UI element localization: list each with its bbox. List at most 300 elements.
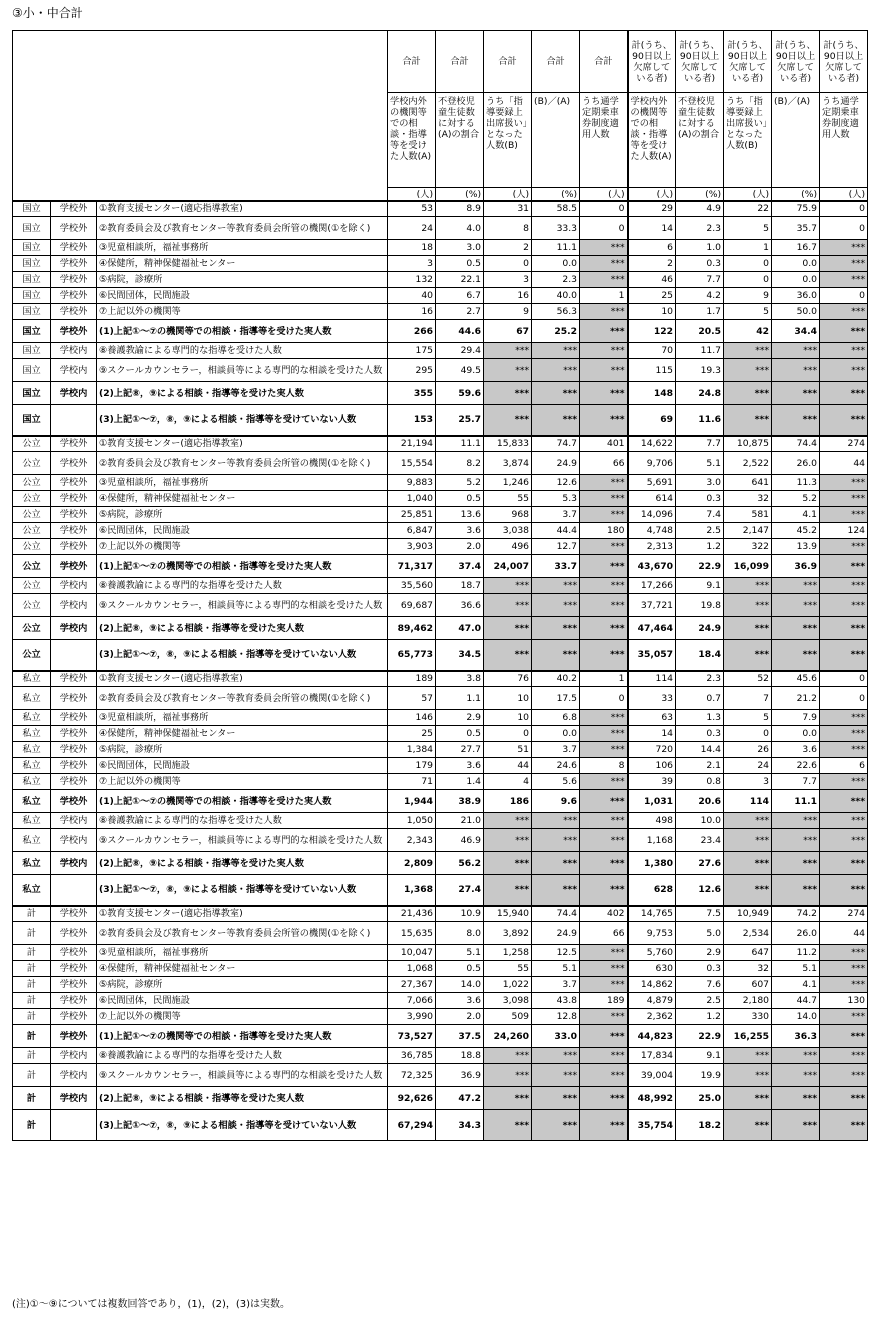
value-cell: 5.2 [772, 491, 820, 507]
value-cell: *** [580, 491, 628, 507]
value-cell: 5.1 [676, 452, 724, 475]
value-cell: 2.9 [436, 710, 484, 726]
value-cell: *** [580, 475, 628, 491]
value-cell: 20.6 [676, 790, 724, 813]
location-category-cell [51, 1110, 97, 1141]
location-category-cell: 学校外 [51, 475, 97, 491]
value-cell: *** [580, 555, 628, 578]
row-label-cell: (1)上記①～⑦の機関等での相談・指導等を受けた実人数 [97, 790, 388, 813]
value-cell: 74.7 [532, 436, 580, 452]
value-cell: *** [724, 578, 772, 594]
value-cell: 24.9 [676, 617, 724, 640]
footnote: (注)①～⑨については複数回答であり，(1)，(2)，(3)は実数。 [12, 1299, 291, 1310]
value-cell: *** [820, 945, 868, 961]
header-unit-cell: (%) [772, 188, 820, 201]
school-type-cell: 計 [13, 1087, 51, 1110]
row-label-cell: ②教育委員会及び教育センター等教育委員会所管の機関(①を除く) [97, 217, 388, 240]
row-label-cell: (1)上記①～⑦の機関等での相談・指導等を受けた実人数 [97, 320, 388, 343]
row-label-cell: ⑤病院，診療所 [97, 977, 388, 993]
header-sub-cell: 不登校児童生徒数に対する(A)の割合 [676, 93, 724, 188]
value-cell: *** [724, 640, 772, 671]
school-type-cell: 私立 [13, 774, 51, 790]
value-cell: *** [820, 726, 868, 742]
value-cell: 17,834 [628, 1048, 676, 1064]
value-cell: 3,874 [484, 452, 532, 475]
value-cell: 40.2 [532, 671, 580, 687]
value-cell: *** [820, 507, 868, 523]
table-row [13, 671, 868, 687]
value-cell: *** [820, 1025, 868, 1048]
school-type-cell: 私立 [13, 829, 51, 852]
value-cell: 22.9 [676, 555, 724, 578]
value-cell: *** [580, 829, 628, 852]
value-cell: *** [772, 578, 820, 594]
value-cell: *** [820, 977, 868, 993]
value-cell: 1.0 [676, 240, 724, 256]
value-cell: *** [820, 272, 868, 288]
table-title: ③小・中合計 [12, 6, 83, 20]
value-cell: 8 [484, 217, 532, 240]
value-cell: 14.0 [436, 977, 484, 993]
value-cell: *** [772, 1087, 820, 1110]
row-label-cell: ①教育支援センター(適応指導教室) [97, 201, 388, 217]
table-row [13, 594, 868, 617]
value-cell: 55 [484, 491, 532, 507]
value-cell: 2.3 [532, 272, 580, 288]
value-cell: *** [820, 594, 868, 617]
value-cell: *** [772, 875, 820, 906]
value-cell: 0.3 [676, 491, 724, 507]
value-cell: 18.7 [436, 578, 484, 594]
school-type-cell: 国立 [13, 343, 51, 359]
table-row [13, 790, 868, 813]
value-cell: 641 [724, 475, 772, 491]
value-cell: 274 [820, 906, 868, 922]
value-cell: 3 [724, 774, 772, 790]
row-label-cell: ③児童相談所，福祉事務所 [97, 475, 388, 491]
value-cell: 22.1 [436, 272, 484, 288]
header-sub-cell: うち通学定期乗車券制度適用人数 [820, 93, 868, 188]
value-cell: 153 [388, 405, 436, 436]
value-cell: 0 [724, 726, 772, 742]
value-cell: 16 [484, 288, 532, 304]
value-cell: 1,384 [388, 742, 436, 758]
value-cell: 33.3 [532, 217, 580, 240]
location-category-cell: 学校外 [51, 288, 97, 304]
value-cell: 10,875 [724, 436, 772, 452]
value-cell: 1,022 [484, 977, 532, 993]
value-cell: 6 [628, 240, 676, 256]
value-cell: 330 [724, 1009, 772, 1025]
value-cell: 11.1 [532, 240, 580, 256]
value-cell: 67 [484, 320, 532, 343]
value-cell: 647 [724, 945, 772, 961]
value-cell: 11.2 [772, 945, 820, 961]
value-cell: *** [820, 961, 868, 977]
value-cell: *** [532, 640, 580, 671]
value-cell: 5.1 [532, 961, 580, 977]
value-cell: 10 [484, 710, 532, 726]
value-cell: 0 [484, 256, 532, 272]
value-cell: 29.4 [436, 343, 484, 359]
value-cell: *** [772, 617, 820, 640]
value-cell: 4.1 [772, 507, 820, 523]
table-row [13, 240, 868, 256]
row-label-cell: (3)上記①～⑦，⑧，⑨による相談・指導等を受けていない人数 [97, 875, 388, 906]
value-cell: *** [820, 640, 868, 671]
value-cell: 14 [628, 217, 676, 240]
value-cell: 89,462 [388, 617, 436, 640]
value-cell: 27.6 [676, 852, 724, 875]
row-label-cell: ①教育支援センター(適応指導教室) [97, 671, 388, 687]
school-type-cell: 私立 [13, 790, 51, 813]
row-label-cell: ③児童相談所，福祉事務所 [97, 710, 388, 726]
value-cell: *** [580, 405, 628, 436]
value-cell: *** [532, 1048, 580, 1064]
value-cell: 34.3 [436, 1110, 484, 1141]
value-cell: 14,096 [628, 507, 676, 523]
table-row [13, 829, 868, 852]
value-cell: 7.4 [676, 507, 724, 523]
data-table [12, 30, 868, 1141]
value-cell: 0 [580, 217, 628, 240]
value-cell: 1 [724, 240, 772, 256]
value-cell: 36.9 [436, 1064, 484, 1087]
value-cell: *** [580, 774, 628, 790]
value-cell: 67,294 [388, 1110, 436, 1141]
school-type-cell: 公立 [13, 436, 51, 452]
header-top-cell: 合計 [532, 31, 580, 93]
header-top-cell: 合計 [388, 31, 436, 93]
value-cell: 0.0 [772, 272, 820, 288]
value-cell: 45.2 [772, 523, 820, 539]
row-label-cell: ⑦上記以外の機関等 [97, 539, 388, 555]
value-cell: 70 [628, 343, 676, 359]
header-sub-cell: うち通学定期乗車券制度適用人数 [580, 93, 628, 188]
value-cell: 3.7 [532, 977, 580, 993]
table-row [13, 1025, 868, 1048]
value-cell: 16,099 [724, 555, 772, 578]
school-type-cell: 国立 [13, 304, 51, 320]
location-category-cell [51, 640, 97, 671]
value-cell: *** [532, 359, 580, 382]
location-category-cell: 学校外 [51, 993, 97, 1009]
value-cell: 25 [388, 726, 436, 742]
value-cell: 1.3 [676, 710, 724, 726]
location-category-cell: 学校外 [51, 491, 97, 507]
value-cell: *** [532, 1064, 580, 1087]
table-row [13, 201, 868, 217]
school-type-cell: 計 [13, 961, 51, 977]
header-unit-cell: (%) [676, 188, 724, 201]
value-cell: 3,990 [388, 1009, 436, 1025]
value-cell: 295 [388, 359, 436, 382]
table-row [13, 256, 868, 272]
value-cell: *** [484, 1048, 532, 1064]
value-cell: *** [580, 1110, 628, 1141]
row-label-cell: (1)上記①～⑦の機関等での相談・指導等を受けた実人数 [97, 555, 388, 578]
row-label-cell: ③児童相談所，福祉事務所 [97, 240, 388, 256]
value-cell: 114 [628, 671, 676, 687]
header-unit-cell: (人) [580, 188, 628, 201]
value-cell: 9.1 [676, 578, 724, 594]
value-cell: 266 [388, 320, 436, 343]
value-cell: 1,258 [484, 945, 532, 961]
value-cell: 0 [820, 671, 868, 687]
value-cell: 1 [580, 671, 628, 687]
table-row [13, 640, 868, 671]
value-cell: 0 [724, 272, 772, 288]
value-cell: 25,851 [388, 507, 436, 523]
value-cell: *** [580, 240, 628, 256]
location-category-cell: 学校外 [51, 320, 97, 343]
location-category-cell: 学校外 [51, 774, 97, 790]
location-category-cell: 学校内 [51, 852, 97, 875]
value-cell: 76 [484, 671, 532, 687]
value-cell: *** [724, 594, 772, 617]
table-row [13, 288, 868, 304]
value-cell: 14.0 [772, 1009, 820, 1025]
value-cell: 3.0 [676, 475, 724, 491]
value-cell: 1.2 [676, 539, 724, 555]
value-cell: *** [580, 790, 628, 813]
value-cell: *** [532, 813, 580, 829]
value-cell: 0 [820, 288, 868, 304]
value-cell: 496 [484, 539, 532, 555]
value-cell: 52 [724, 671, 772, 687]
table-row [13, 555, 868, 578]
value-cell: 29 [628, 201, 676, 217]
school-type-cell: 公立 [13, 617, 51, 640]
location-category-cell: 学校外 [51, 790, 97, 813]
value-cell: 4 [484, 774, 532, 790]
row-label-cell: ④保健所，精神保健福祉センター [97, 961, 388, 977]
value-cell: 12.6 [676, 875, 724, 906]
value-cell: 43,670 [628, 555, 676, 578]
value-cell: 16,255 [724, 1025, 772, 1048]
school-type-cell: 国立 [13, 217, 51, 240]
value-cell: *** [580, 710, 628, 726]
row-label-cell: (2)上記⑧，⑨による相談・指導等を受けた実人数 [97, 852, 388, 875]
table-row [13, 977, 868, 993]
table-row [13, 382, 868, 405]
value-cell: 1,050 [388, 813, 436, 829]
value-cell: *** [820, 1048, 868, 1064]
table-row [13, 217, 868, 240]
school-type-cell: 国立 [13, 288, 51, 304]
value-cell: 14,765 [628, 906, 676, 922]
value-cell: *** [820, 539, 868, 555]
value-cell: *** [772, 829, 820, 852]
value-cell: 16 [388, 304, 436, 320]
value-cell: 26 [724, 742, 772, 758]
value-cell: *** [484, 382, 532, 405]
value-cell: 56.3 [532, 304, 580, 320]
value-cell: 66 [580, 922, 628, 945]
row-label-cell: ②教育委員会及び教育センター等教育委員会所管の機関(①を除く) [97, 452, 388, 475]
value-cell: 14 [628, 726, 676, 742]
value-cell: 3.0 [436, 240, 484, 256]
row-label-cell: (3)上記①～⑦，⑧，⑨による相談・指導等を受けていない人数 [97, 1110, 388, 1141]
value-cell: 44 [484, 758, 532, 774]
row-label-cell: ②教育委員会及び教育センター等教育委員会所管の機関(①を除く) [97, 922, 388, 945]
value-cell: *** [580, 594, 628, 617]
value-cell: *** [820, 710, 868, 726]
table-row [13, 405, 868, 436]
value-cell: 43.8 [532, 993, 580, 1009]
value-cell: *** [484, 1087, 532, 1110]
location-category-cell: 学校外 [51, 539, 97, 555]
value-cell: 3.6 [772, 742, 820, 758]
row-label-cell: ⑧養護教諭による専門的な指導を受けた人数 [97, 578, 388, 594]
value-cell: 21,436 [388, 906, 436, 922]
location-category-cell: 学校内 [51, 382, 97, 405]
value-cell: 33 [628, 687, 676, 710]
row-label-cell: ⑤病院，診療所 [97, 272, 388, 288]
row-label-cell: ⑥民間団体，民間施設 [97, 288, 388, 304]
value-cell: *** [724, 359, 772, 382]
header-top-cell: 計(うち、90日以上欠席している者) [772, 31, 820, 93]
value-cell: 33.0 [532, 1025, 580, 1048]
value-cell: *** [580, 507, 628, 523]
value-cell: 12.8 [532, 1009, 580, 1025]
table-row [13, 774, 868, 790]
value-cell: 5.2 [436, 475, 484, 491]
value-cell: *** [772, 405, 820, 436]
value-cell: 1.2 [676, 1009, 724, 1025]
value-cell: 23.4 [676, 829, 724, 852]
value-cell: 75.9 [772, 201, 820, 217]
value-cell: 63 [628, 710, 676, 726]
value-cell: *** [820, 475, 868, 491]
value-cell: *** [820, 320, 868, 343]
value-cell: 35,754 [628, 1110, 676, 1141]
value-cell: *** [772, 1064, 820, 1087]
value-cell: 3,903 [388, 539, 436, 555]
value-cell: *** [724, 875, 772, 906]
value-cell: 5 [724, 217, 772, 240]
value-cell: 5,691 [628, 475, 676, 491]
header-unit-cell: (%) [532, 188, 580, 201]
value-cell: 15,554 [388, 452, 436, 475]
table-row [13, 343, 868, 359]
row-label-cell: ⑨スクールカウンセラー，相談員等による専門的な相談を受けた人数 [97, 1064, 388, 1087]
value-cell: 69 [628, 405, 676, 436]
header-top-cell: 計(うち、90日以上欠席している者) [724, 31, 772, 93]
value-cell: 7.5 [676, 906, 724, 922]
value-cell: 8.0 [436, 922, 484, 945]
value-cell: 2.5 [676, 993, 724, 1009]
location-category-cell: 学校外 [51, 710, 97, 726]
value-cell: *** [580, 1025, 628, 1048]
value-cell: 46.9 [436, 829, 484, 852]
value-cell: 24.8 [676, 382, 724, 405]
value-cell: 26.0 [772, 452, 820, 475]
header-sub-cell: うち「指導要録上出席扱い」となった人数(B) [724, 93, 772, 188]
value-cell: 3.7 [532, 507, 580, 523]
value-cell: 40 [388, 288, 436, 304]
value-cell: *** [484, 617, 532, 640]
value-cell: 17,266 [628, 578, 676, 594]
value-cell: 114 [724, 790, 772, 813]
value-cell: 0.0 [532, 726, 580, 742]
table-row [13, 436, 868, 452]
header-sub-cell: (B)／(A) [532, 93, 580, 188]
value-cell: 7.7 [676, 272, 724, 288]
table-row [13, 758, 868, 774]
row-label-cell: ⑨スクールカウンセラー，相談員等による専門的な相談を受けた人数 [97, 359, 388, 382]
value-cell: 3.6 [436, 993, 484, 1009]
value-cell: 0 [484, 726, 532, 742]
table-row [13, 852, 868, 875]
value-cell: 22.9 [676, 1025, 724, 1048]
value-cell: 5.6 [532, 774, 580, 790]
value-cell: 1,068 [388, 961, 436, 977]
value-cell: 12.6 [532, 475, 580, 491]
value-cell: 0.0 [772, 726, 820, 742]
school-type-cell: 計 [13, 945, 51, 961]
row-label-cell: ⑨スクールカウンセラー，相談員等による専門的な相談を受けた人数 [97, 594, 388, 617]
value-cell: 7.9 [772, 710, 820, 726]
table-row [13, 710, 868, 726]
row-label-cell: ⑦上記以外の機関等 [97, 774, 388, 790]
value-cell: *** [820, 405, 868, 436]
header-unit-cell: (%) [436, 188, 484, 201]
value-cell: 720 [628, 742, 676, 758]
row-label-cell: ⑤病院，診療所 [97, 507, 388, 523]
value-cell: *** [580, 1064, 628, 1087]
value-cell: *** [772, 359, 820, 382]
location-category-cell: 学校外 [51, 726, 97, 742]
value-cell: 189 [580, 993, 628, 1009]
value-cell: 8.9 [436, 201, 484, 217]
row-label-cell: (3)上記①～⑦，⑧，⑨による相談・指導等を受けていない人数 [97, 640, 388, 671]
value-cell: *** [532, 875, 580, 906]
value-cell: *** [820, 875, 868, 906]
value-cell: *** [820, 1087, 868, 1110]
value-cell: 24,260 [484, 1025, 532, 1048]
value-cell: 322 [724, 539, 772, 555]
value-cell: 44 [820, 452, 868, 475]
value-cell: 51 [484, 742, 532, 758]
value-cell: *** [580, 640, 628, 671]
value-cell: 73,527 [388, 1025, 436, 1048]
value-cell: 25.0 [676, 1087, 724, 1110]
value-cell: 38.9 [436, 790, 484, 813]
value-cell: 132 [388, 272, 436, 288]
location-category-cell: 学校内 [51, 829, 97, 852]
value-cell: *** [532, 1110, 580, 1141]
school-type-cell: 計 [13, 1064, 51, 1087]
value-cell: 6.7 [436, 288, 484, 304]
value-cell: *** [580, 1009, 628, 1025]
school-type-cell: 公立 [13, 594, 51, 617]
value-cell: 10,949 [724, 906, 772, 922]
header-sub-cell: うち「指導要録上出席扱い」となった人数(B) [484, 93, 532, 188]
value-cell: *** [772, 852, 820, 875]
value-cell: 66 [580, 452, 628, 475]
location-category-cell: 学校内 [51, 578, 97, 594]
value-cell: 4.1 [772, 977, 820, 993]
value-cell: 6.8 [532, 710, 580, 726]
value-cell: 11.6 [676, 405, 724, 436]
value-cell: 47.2 [436, 1087, 484, 1110]
value-cell: *** [724, 813, 772, 829]
value-cell: 15,635 [388, 922, 436, 945]
school-type-cell: 公立 [13, 507, 51, 523]
value-cell: 607 [724, 977, 772, 993]
value-cell: 18.8 [436, 1048, 484, 1064]
